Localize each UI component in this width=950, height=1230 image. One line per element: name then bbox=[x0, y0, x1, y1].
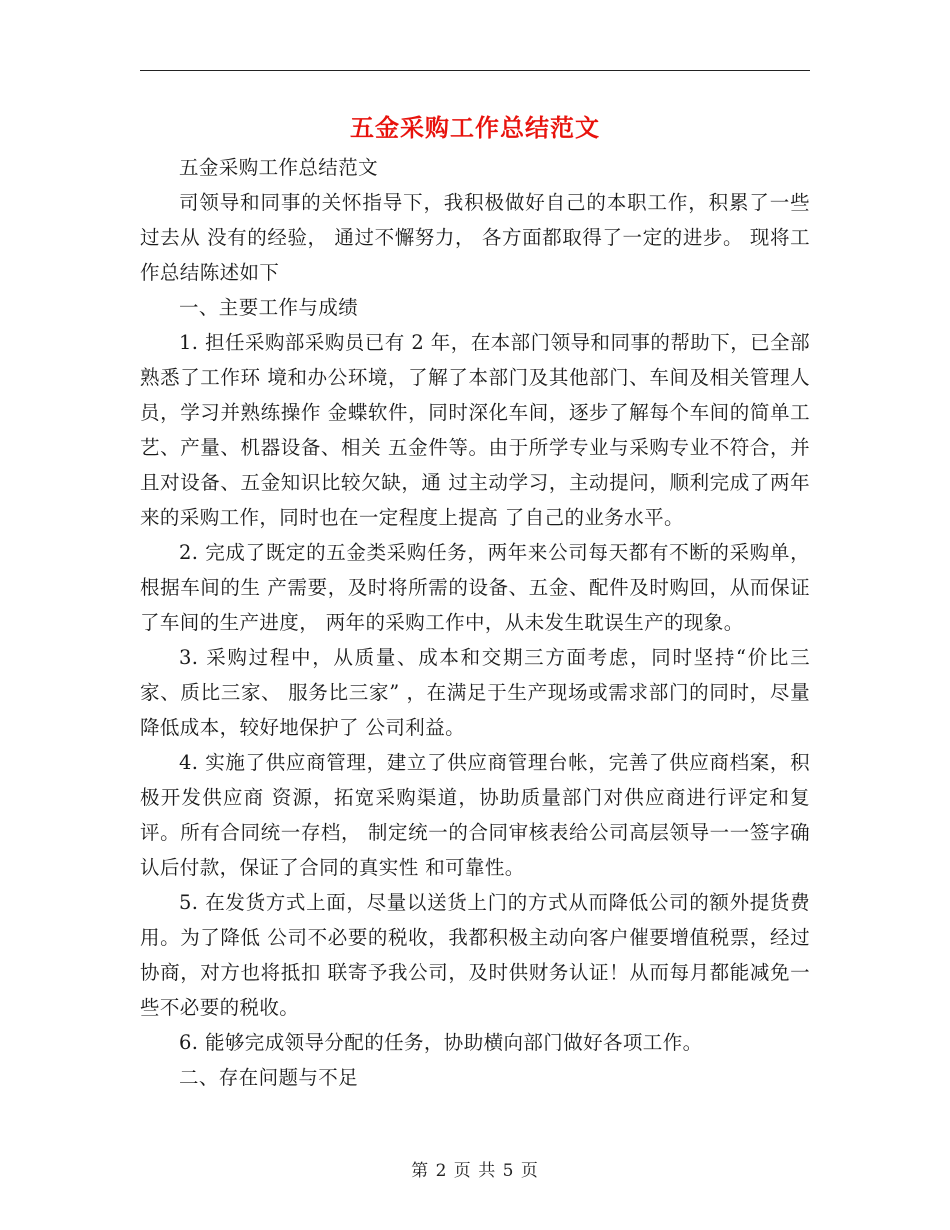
paragraph-subtitle: 五金采购工作总结范文 bbox=[179, 156, 379, 179]
document-title: 五金采购工作总结范文 bbox=[350, 114, 600, 142]
page-number: 第 2 页 共 5 页 bbox=[411, 1161, 539, 1181]
header-rule bbox=[140, 70, 810, 71]
paragraph-intro: 司领导和同事的关怀指导下，我积极做好自己的本职工作，积累了一些过去从 没有的经验， 通过不懈努力， 各方面都取得了一定的进步。 现将工作总结陈述如下 bbox=[140, 191, 810, 284]
document-body bbox=[140, 150, 810, 1095]
paragraph-item-6: 6. 能够完成领导分配的任务，协助横向部门做好各项工作。 bbox=[179, 1031, 703, 1054]
section-heading-problems: 二、存在问题与不足 bbox=[179, 1066, 359, 1089]
paragraph-item-3: 3. 采购过程中，从质量、成本和交期三方面考虑，同时坚持“价比三家、质比三家、 服务比三家” ，在满足于生产现场或需求部门的同时，尽量降低成本，较好地保护了 公司利益。 bbox=[140, 646, 810, 739]
paragraph-item-5: 5. 在发货方式上面，尽量以送货上门的方式从而降低公司的额外提货费用。为了降低 公司不必要的税收，我都积极主动向客户催要增值税票，经过协商，对方也将抵扣 联寄予我公司，及时供财务认证！从而每月都能减免一些不必要的税收。 bbox=[140, 891, 810, 1019]
paragraph-item-1: 1. 担任采购部采购员已有 2 年，在本部门领导和同事的帮助下，已全部熟悉了工作环 境和办公环境，了解了本部门及其他部门、车间及相关管理人员，学习并熟练操作 金蝶软件，同时深化车间，逐步了解每个车间的简单工艺、产量、机器设备、相关 五金件等。由于所学专业与采购专业不符合，并且对设备、五金知识比较欠缺，通 过主动学习，主动提问，顺利完成了两年来的采购工作，同时也在一定程度上提高 了自己的业务水平。 bbox=[140, 331, 810, 529]
paragraph-item-2: 2. 完成了既定的五金类采购任务，两年来公司每天都有不断的采购单，根据车间的生 产需要，及时将所需的设备、五金、配件及时购回，从而保证了车间的生产进度， 两年的采购工作中，从未发生耽误生产的现象。 bbox=[140, 541, 810, 634]
paragraph-item-4: 4. 实施了供应商管理，建立了供应商管理台帐，完善了供应商档案，积极开发供应商 资源，拓宽采购渠道，协助质量部门对供应商进行评定和复评。所有合同统一存档， 制定统一的合同审核表给公司高层领导一一签字确认后付款，保证了合同的真实性 和可靠性。 bbox=[140, 751, 810, 879]
section-heading-achievements: 一、主要工作与成绩 bbox=[179, 296, 359, 319]
